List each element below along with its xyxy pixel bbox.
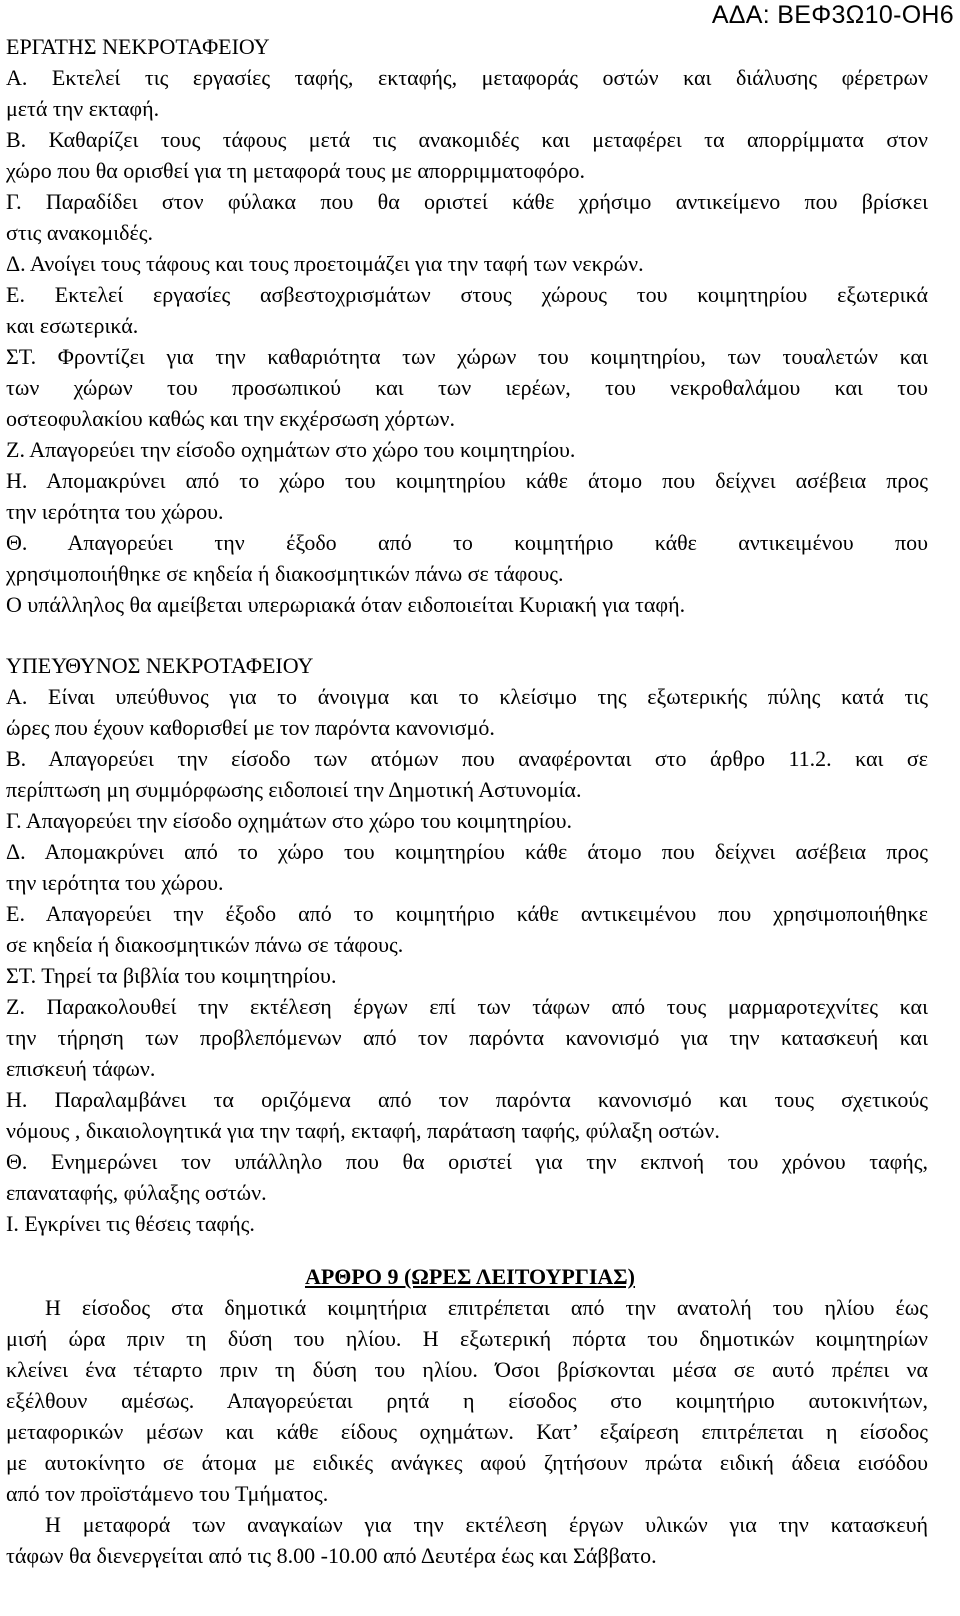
paragraph-line: Ζ. Παρακολουθεί την εκτέλεση έργων επί των τάφων από τους μαρμαροτεχνίτες και bbox=[6, 994, 928, 1019]
paragraph-line: στις ανακομιδές. bbox=[6, 220, 153, 245]
paragraph-line: Ε. Εκτελεί εργασίες ασβεστοχρισμάτων στους χώρους του κοιμητηρίου εξωτερικά bbox=[6, 282, 928, 307]
paragraph-line: ΣΤ. Τηρεί τα βιβλία του κοιμητηρίου. bbox=[6, 963, 337, 988]
paragraph-line: Η. Παραλαμβάνει τα οριζόμενα από τον παρόντα κανονισμό και τους σχετικούς bbox=[6, 1087, 928, 1112]
paragraph-line: των χώρων του προσωπικού και των ιερέων, του νεκροθαλάμου και του bbox=[6, 375, 928, 400]
section-heading-cemetery-worker: ΕΡΓΑΤΗΣ ΝΕΚΡΟΤΑΦΕΙΟΥ bbox=[6, 34, 270, 59]
paragraph-line: επαναταφής, φύλαξης οστών. bbox=[6, 1180, 267, 1205]
paragraph-line: Η είσοδος στα δημοτικά κοιμητήρια επιτρέπεται από την ανατολή του ηλίου έως bbox=[45, 1295, 928, 1320]
paragraph-line: κλείνει ένα τέταρτο πριν τη δύση του ηλίου. Όσοι βρίσκονται μέσα σε αυτό πρέπει να bbox=[6, 1357, 928, 1382]
paragraph-line: την τήρηση των προβλεπόμενων από τον παρόντα κανονισμό για την κατασκευή και bbox=[6, 1025, 928, 1050]
paragraph-line: Δ. Απομακρύνει από το χώρο του κοιμητηρίου κάθε άτομο που δείχνει ασέβεια προς bbox=[6, 839, 928, 864]
paragraph-line: ώρες που έχουν καθορισθεί με τον παρόντα κανονισμό. bbox=[6, 715, 495, 740]
paragraph-line: Α. Είναι υπεύθυνος για το άνοιγμα και το κλείσιμο της εξωτερικής πύλης κατά τις bbox=[6, 684, 928, 709]
paragraph-line: Η μεταφορά των αναγκαίων για την εκτέλεση έργων υλικών για την κατασκευή bbox=[45, 1512, 928, 1537]
paragraph-line: Γ. Απαγορεύει την είσοδο οχημάτων στο χώρο του κοιμητηρίου. bbox=[6, 808, 573, 833]
paragraph-line: επισκευή τάφων. bbox=[6, 1056, 156, 1081]
paragraph-line: Α. Εκτελεί τις εργασίες ταφής, εκταφής, μεταφοράς οστών και διάλυσης φέρετρων bbox=[6, 65, 928, 90]
paragraph-line: την ιερότητα του χώρου. bbox=[6, 870, 224, 895]
paragraph-line: με αυτοκίνητο σε άτομα με ειδικές ανάγκες αφού ζητήσουν πρώτα ειδική άδεια εισόδου bbox=[6, 1450, 928, 1475]
paragraph-line: νόμους , δικαιολογητικά για την ταφή, εκταφή, παράταση ταφής, φύλαξη οστών. bbox=[6, 1118, 720, 1143]
paragraph-line: Γ. Παραδίδει στον φύλακα που θα οριστεί κάθε χρήσιμο αντικείμενο που βρίσκει bbox=[6, 189, 928, 214]
paragraph-line: Β. Καθαρίζει τους τάφους μετά τις ανακομιδές και μεταφέρει τα απορρίμματα στον bbox=[6, 127, 928, 152]
paragraph-line: περίπτωση μη συμμόρφωσης ειδοποιεί την Δημοτική Αστυνομία. bbox=[6, 777, 582, 802]
paragraph-line: και εσωτερικά. bbox=[6, 313, 139, 338]
paragraph-line: οστεοφυλακίου καθώς και την εκχέρσωση χόρτων. bbox=[6, 406, 455, 431]
paragraph-line: σε κηδεία ή διακοσμητικών πάνω σε τάφους. bbox=[6, 932, 404, 957]
paragraph-line: ΣΤ. Φροντίζει για την καθαριότητα των χώρων του κοιμητηρίου, των τουαλετών και bbox=[6, 344, 928, 369]
paragraph-line: Ο υπάλληλος θα αμείβεται υπερωριακά όταν ειδοποιείται Κυριακή για ταφή. bbox=[6, 592, 686, 617]
paragraph-line: χώρο που θα ορισθεί για τη μεταφορά τους με απορριμματοφόρο. bbox=[6, 158, 585, 183]
paragraph-line: Ι. Εγκρίνει τις θέσεις ταφής. bbox=[6, 1211, 255, 1236]
paragraph-line: Β. Απαγορεύει την είσοδο των ατόμων που αναφέρονται στο άρθρο 11.2. και σε bbox=[6, 746, 928, 771]
ada-code: ΑΔΑ: ΒΕΦ3Ω10-ΟΗ6 bbox=[711, 1, 954, 29]
paragraph-line: την ιερότητα του χώρου. bbox=[6, 499, 224, 524]
paragraph-line: μεταφορικών μέσων και κάθε είδους οχημάτων. Κατ’ εξαίρεση επιτρέπεται η είσοδος bbox=[6, 1419, 928, 1444]
paragraph-line: Θ. Απαγορεύει την έξοδο από το κοιμητήριο κάθε αντικειμένου που bbox=[6, 530, 928, 555]
section-heading-cemetery-supervisor: ΥΠΕΥΘΥΝΟΣ ΝΕΚΡΟΤΑΦΕΙΟΥ bbox=[6, 653, 314, 678]
paragraph-line: εξέλθουν αμέσως. Απαγορεύεται ρητά η είσοδος στο κοιμητήριο αυτοκινήτων, bbox=[6, 1388, 928, 1413]
paragraph-line: τάφων θα διενεργείται από τις 8.00 -10.00 από Δευτέρα έως και Σάββατο. bbox=[6, 1543, 657, 1568]
paragraph-line: Ζ. Απαγορεύει την είσοδο οχημάτων στο χώρο του κοιμητηρίου. bbox=[6, 437, 576, 462]
paragraph-line: Δ. Ανοίγει τους τάφους και τους προετοιμάζει για την ταφή των νεκρών. bbox=[6, 251, 644, 276]
paragraph-line: Η. Απομακρύνει από το χώρο του κοιμητηρίου κάθε άτομο που δείχνει ασέβεια προς bbox=[6, 468, 928, 493]
article-title: ΑΡΘΡΟ 9 (ΩΡΕΣ ΛΕΙΤΟΥΡΓΙΑΣ) bbox=[304, 1264, 636, 1289]
paragraph-line: από τον προϊστάμενο του Τμήματος. bbox=[6, 1481, 329, 1506]
paragraph-line: χρησιμοποιήθηκε σε κηδεία ή διακοσμητικών πάνω σε τάφους. bbox=[6, 561, 564, 586]
paragraph-line: Ε. Απαγορεύει την έξοδο από το κοιμητήριο κάθε αντικειμένου που χρησιμοποιήθηκε bbox=[6, 901, 928, 926]
paragraph-line: μισή ώρα πριν τη δύση του ηλίου. Η εξωτερική πόρτα του δημοτικών κοιμητηρίων bbox=[6, 1326, 928, 1351]
paragraph-line: Θ. Ενημερώνει τον υπάλληλο που θα οριστεί για την εκπνοή του χρόνου ταφής, bbox=[6, 1149, 928, 1174]
paragraph-line: μετά την εκταφή. bbox=[6, 96, 160, 121]
